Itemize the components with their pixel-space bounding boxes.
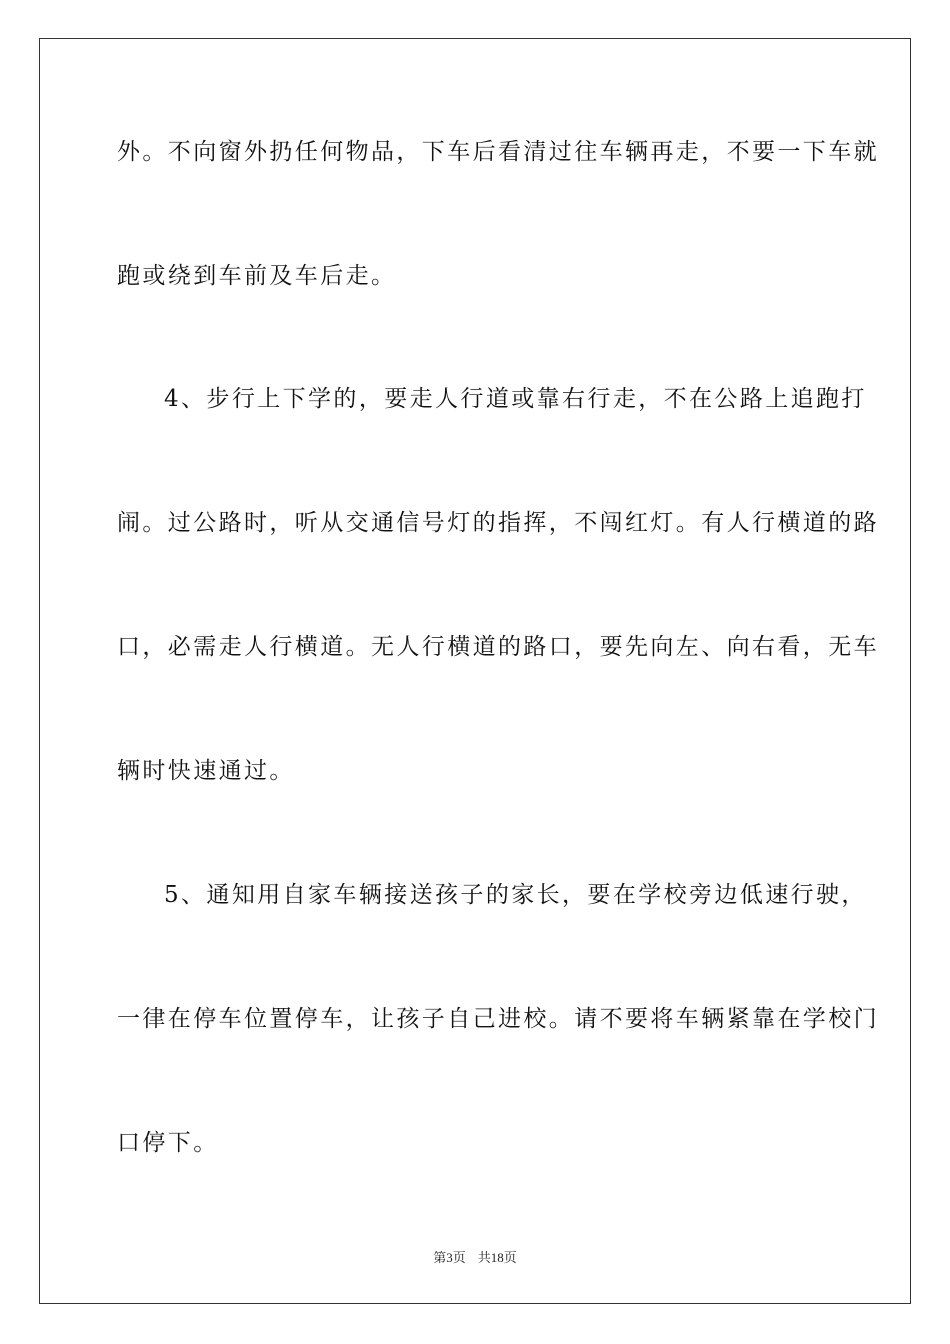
paragraph-line: 跑或绕到车前及车后走。 — [117, 263, 397, 289]
page-footer — [0, 1247, 950, 1266]
paragraph-line: 辆时快速通过。 — [117, 758, 295, 784]
paragraph-line: 闹。过公路时，听从交通信号灯的指挥，不闯红灯。有人行横道的路 — [117, 510, 879, 536]
paragraph-line: 口停下。 — [117, 1130, 219, 1156]
page-total: 共18页 — [477, 1250, 517, 1265]
page-number: 第3页 — [433, 1250, 466, 1265]
paragraph-line: 4、步行上下学的，要走人行道或靠右行走，不在公路上追跑打 — [164, 386, 867, 412]
paragraph-line: 外。不向窗外扔任何物品，下车后看清过往车辆再走，不要一下车就 — [117, 139, 879, 165]
paragraph-line: 口，必需走人行横道。无人行横道的路口，要先向左、向右看，无车 — [117, 634, 879, 660]
paragraph-line: 5、通知用自家车辆接送孩子的家长，要在学校旁边低速行驶， — [164, 882, 867, 908]
page-border — [39, 38, 911, 1304]
paragraph-line: 一律在停车位置停车，让孩子自己进校。请不要将车辆紧靠在学校门 — [117, 1006, 879, 1032]
